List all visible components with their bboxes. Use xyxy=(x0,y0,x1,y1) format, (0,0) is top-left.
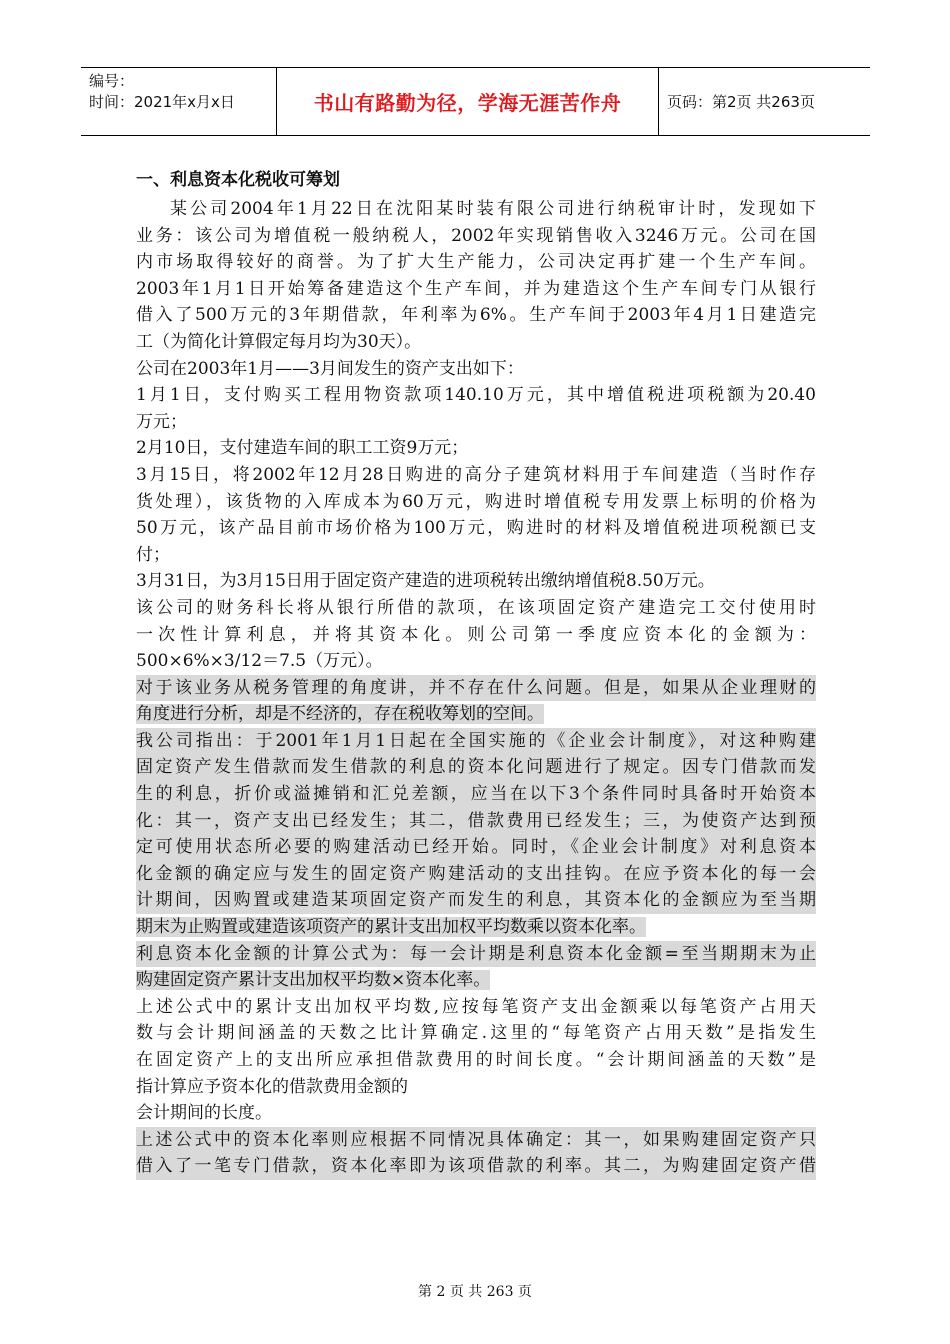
text-line-content: 在固定资产上的支出所应承担借款费用的时间长度。“会计期间涵盖的天数”是 xyxy=(136,1050,816,1070)
text-line-content: 公司在2003年1月——3月间发生的资产支出如下： xyxy=(136,358,524,379)
header-meta xyxy=(81,68,277,135)
text-line xyxy=(136,489,816,516)
text-line-content: 3月15日，将2002年12月28日购进的高分子建筑材料用于车间建造（当时作存 xyxy=(136,464,816,485)
text-line xyxy=(136,595,816,622)
text-line-content: 付； xyxy=(136,544,170,565)
text-line xyxy=(136,754,816,781)
text-line-content: 购建固定资产累计支出加权平均数×资本化率。 xyxy=(136,970,491,991)
text-line xyxy=(136,302,816,329)
text-line-content: 计期间，因购置或建造某项固定资产而发生的利息，其资本化的金额应为至当期 xyxy=(136,887,816,914)
text-line-content: 会计期间的长度。 xyxy=(136,1103,272,1124)
text-line xyxy=(136,1100,816,1127)
document-header xyxy=(81,67,870,136)
text-line xyxy=(136,196,816,223)
text-line-content: 借入了一笔专门借款，资本化率即为该项借款的利率。其二，为购建固定资产借 xyxy=(136,1153,816,1180)
text-line xyxy=(136,515,816,542)
header-number-label: 编号： xyxy=(89,72,135,90)
text-line-content: 角度进行分析，却是不经济的，存在税收筹划的空间。 xyxy=(136,704,544,725)
text-line-content: 化金额的确定应与发生的固定资产购建活动的支出挂钩。在应予资本化的每一会 xyxy=(136,861,816,888)
text-line xyxy=(136,861,816,888)
text-line xyxy=(136,887,816,914)
text-line-content: 内市场取得较好的商誉。为了扩大生产能力，公司决定再扩建一个生产车间。 xyxy=(136,252,816,273)
text-line xyxy=(136,382,816,409)
text-line xyxy=(136,1047,816,1074)
article-body xyxy=(136,168,816,1180)
text-line xyxy=(136,276,816,303)
text-line xyxy=(136,808,816,835)
text-line-content: 借入了500万元的3年期借款，年利率为6%。生产车间于2003年4月1日建造完 xyxy=(136,305,816,326)
text-line xyxy=(136,435,816,462)
text-line xyxy=(136,648,816,675)
header-date-label: 时间：2021年x月x日 xyxy=(89,93,235,111)
text-line-content: 期末为止购置或建造该项资产的累计支出加权平均数乘以资本化率。 xyxy=(136,917,646,938)
text-line-content: 500×6%×3/12＝7.5（万元）。 xyxy=(136,651,383,672)
text-line-content: 50万元，该产品目前市场价格为100万元，购进时的材料及增值税进项税额已支 xyxy=(136,518,816,539)
text-line-content: 货处理），该货物的入库成本为60万元，购进时增值税专用发票上标明的价格为 xyxy=(136,491,816,512)
text-line-content: 2月10日，支付建造车间的职工工资9万元； xyxy=(136,438,469,459)
text-line xyxy=(136,329,816,356)
text-line xyxy=(136,1127,816,1154)
text-line xyxy=(136,941,816,968)
text-line xyxy=(136,622,816,649)
text-line xyxy=(136,834,816,861)
text-line xyxy=(136,994,816,1021)
text-line-content: 3月31日，为3月15日用于固定资产建造的进项税转出缴纳增值税8.50万元。 xyxy=(136,571,715,592)
text-line-content: 我公司指出：于2001年1月1日起在全国实施的《企业会计制度》，对这种购建 xyxy=(136,728,816,755)
text-line-content: 2003年1月1日开始筹备建造这个生产车间，并为建造这个生产车间专门从银行 xyxy=(136,278,816,299)
text-line-content: 1月1日，支付购买工程用物资款项140.10万元，其中增值税进项税额为20.40 xyxy=(136,385,816,406)
header-motto: 书山有路勤为径，学海无涯苦作舟 xyxy=(277,68,659,135)
text-line xyxy=(136,675,816,702)
text-line-content: 上述公式中的累计支出加权平均数,应按每笔资产支出金额乘以每笔资产占用天 xyxy=(136,996,816,1017)
section-heading: 一、利息资本化税收可筹划 xyxy=(136,170,340,190)
text-line-content: 工（为简化计算假定每月均为30天）。 xyxy=(136,331,422,352)
text-line-content: 万元； xyxy=(136,411,187,432)
text-line xyxy=(136,462,816,489)
page-footer: 第 2 页 共 263 页 xyxy=(418,1284,532,1300)
text-line xyxy=(136,356,816,383)
text-line-content: 某公司2004年1月22日在沈阳某时装有限公司进行纳税审计时，发现如下 xyxy=(170,199,816,219)
text-line xyxy=(136,701,816,728)
text-line-content: 上述公式中的资本化率则应根据不同情况具体确定：其一，如果购建固定资产只 xyxy=(136,1127,816,1154)
text-line-content: 指计算应予资本化的借款费用金额的 xyxy=(136,1076,408,1097)
text-line-content: 数与会计期间涵盖的天数之比计算确定.这里的“每笔资产占用天数”是指发生 xyxy=(136,1023,816,1044)
text-line-content: 对于该业务从税务管理的角度讲，并不存在什么问题。但是，如果从企业理财的 xyxy=(136,675,816,702)
article-lines xyxy=(136,196,816,1180)
text-line xyxy=(136,967,816,994)
text-line xyxy=(136,568,816,595)
text-line xyxy=(136,781,816,808)
text-line xyxy=(136,542,816,569)
text-line-content: 固定资产发生借款而发生借款的利息的资本化问题进行了规定。因专门借款而发 xyxy=(136,754,816,781)
text-line-content: 一次性计算利息，并将其资本化。则公司第一季度应资本化的金额为： xyxy=(136,624,816,645)
text-line-content: 生的利息，折价或溢摊销和汇兑差额，应当在以下3个条件同时具备时开始资本 xyxy=(136,781,816,808)
text-line xyxy=(136,249,816,276)
text-line xyxy=(136,914,816,941)
text-line xyxy=(136,1074,816,1101)
text-line-content: 化：其一，资产支出已经发生；其二，借款费用已经发生；三，为使资产达到预 xyxy=(136,808,816,835)
text-line xyxy=(136,223,816,250)
text-line-content: 利息资本化金额的计算公式为：每一会计期是利息资本化金额=至当期期末为止 xyxy=(136,941,816,968)
text-line-content: 业务：该公司为增值税一般纳税人，2002年实现销售收入3246万元。公司在国 xyxy=(136,225,816,246)
header-page-info: 页码：第2页 共263页 xyxy=(667,93,815,111)
text-line xyxy=(136,1153,816,1180)
text-line xyxy=(136,1020,816,1047)
text-line xyxy=(136,728,816,755)
text-line-content: 定可使用状态所必要的购建活动已经开始。同时，《企业会计制度》对利息资本 xyxy=(136,834,816,861)
text-line xyxy=(136,409,816,436)
text-line-content: 该公司的财务科长将从银行所借的款项，在该项固定资产建造完工交付使用时 xyxy=(136,597,816,618)
